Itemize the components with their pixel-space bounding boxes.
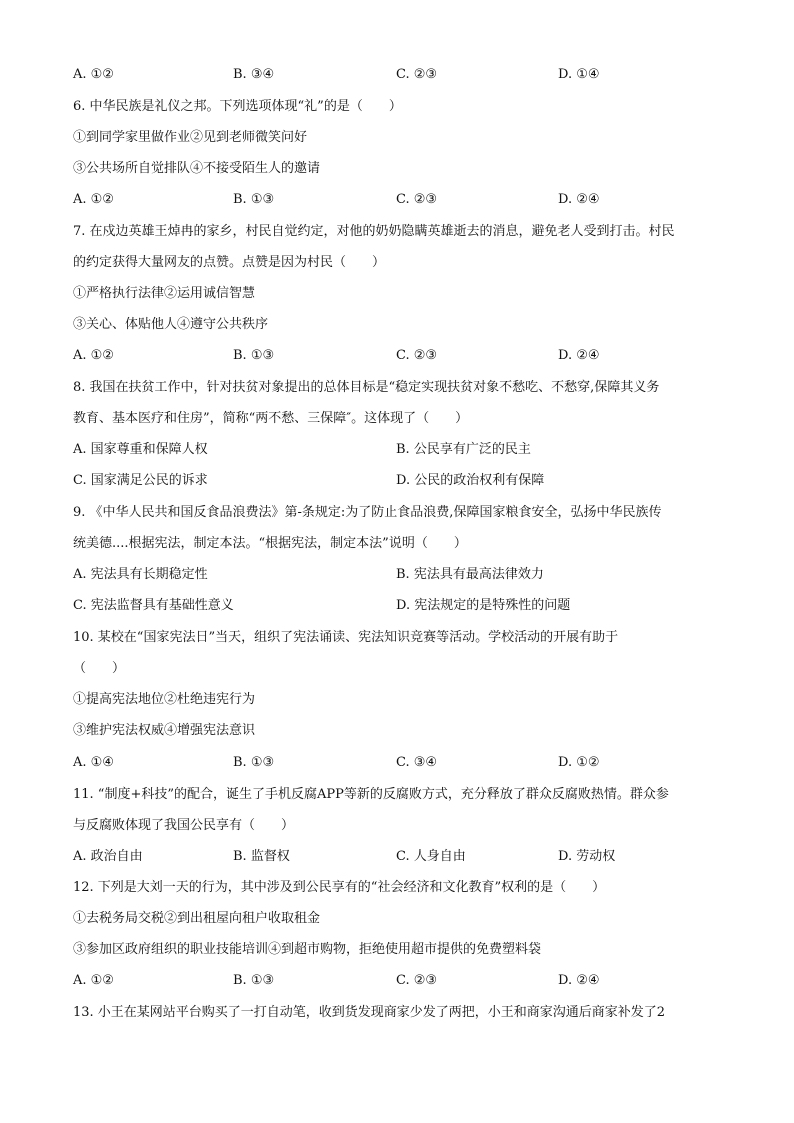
q7-option-c: C. ②③ bbox=[396, 348, 438, 363]
q8-option-a: A. 国家尊重和保障人权 bbox=[73, 442, 208, 457]
q11-option-b: B. 监督权 bbox=[233, 849, 290, 864]
q10-stem-line-1: 10. 某校在“国家宪法日”当天，组织了宪法诵读、宪法知识竞赛等活动。学校活动的开展有助于 bbox=[73, 630, 619, 645]
q6-statement-2: ③公共场所自觉排队④不接受陌生人的邀请 bbox=[73, 161, 321, 176]
q5-options bbox=[73, 66, 733, 84]
q7-option-a: A. ①② bbox=[73, 348, 114, 363]
q9-stem-line-2: 统美德....根据宪法，制定本法。“根据宪法，制定本法”说明（ ） bbox=[73, 536, 467, 551]
q9-stem-line-1: 9. 《中华人民共和国反食品浪费法》第-条规定:为了防止食品浪费,保障国家粮食安全，弘扬中华民族传 bbox=[73, 505, 662, 520]
q12-statement-1: ①去税务局交税②到出租屋向租户收取租金 bbox=[73, 911, 321, 926]
q8-option-b: B. 公民享有广泛的民主 bbox=[396, 442, 531, 457]
q8-options-row-1 bbox=[73, 441, 733, 459]
q10-stem-line-2: （ ） bbox=[73, 661, 126, 676]
q10-statement-2: ③维护宪法权威④增强宪法意识 bbox=[73, 723, 256, 738]
q8-options-row-2 bbox=[73, 472, 733, 490]
q7-option-b: B. ①③ bbox=[233, 348, 275, 363]
q10-statement-1: ①提高宪法地位②杜绝违宪行为 bbox=[73, 692, 256, 707]
q12-statement-2: ③参加区政府组织的职业技能培训④到超市购物，拒绝使用超市提供的免费塑料袋 bbox=[73, 942, 542, 957]
q9-options-row-2 bbox=[73, 597, 733, 615]
q9-option-b: B. 宪法具有最高法律效力 bbox=[396, 567, 544, 582]
q12-option-b: B. ①③ bbox=[233, 973, 275, 988]
q7-statement-1: ①严格执行法律②运用诚信智慧 bbox=[73, 286, 256, 301]
q6-option-c: C. ②③ bbox=[396, 192, 438, 207]
q5-option-d: D. ①④ bbox=[558, 67, 600, 82]
q12-option-a: A. ①② bbox=[73, 973, 114, 988]
q5-option-a: A. ①② bbox=[73, 67, 114, 82]
q5-option-c: C. ②③ bbox=[396, 67, 438, 82]
q10-option-a: A. ①④ bbox=[73, 755, 114, 770]
q11-option-d: D. 劳动权 bbox=[558, 849, 616, 864]
q8-option-d: D. 公民的政治权利有保障 bbox=[396, 473, 545, 488]
q11-option-c: C. 人身自由 bbox=[396, 849, 466, 864]
q11-stem-line-2: 与反腐败体现了我国公民享有（ ） bbox=[73, 818, 295, 833]
q7-statement-2: ③关心、体贴他人④遵守公共秩序 bbox=[73, 317, 269, 332]
q8-stem-line-1: 8. 我国在扶贫工作中，针对扶贫对象提出的总体目标是“稳定实现扶贫对象不愁吃、不愁穿,保障其义务 bbox=[73, 380, 660, 395]
q10-option-c: C. ③④ bbox=[396, 755, 438, 770]
q6-statement-1: ①到同学家里做作业②见到老师微笑问好 bbox=[73, 130, 308, 145]
q5-option-b: B. ③④ bbox=[233, 67, 275, 82]
q10-option-b: B. ①③ bbox=[233, 755, 275, 770]
q12-option-c: C. ②③ bbox=[396, 973, 438, 988]
q11-options bbox=[73, 848, 733, 866]
q12-options bbox=[73, 972, 733, 990]
q10-options bbox=[73, 754, 733, 772]
q6-stem: 6. 中华民族是礼仪之邦。下列选项体现“礼”的是（ ） bbox=[73, 99, 402, 114]
q7-option-d: D. ②④ bbox=[558, 348, 600, 363]
q9-option-c: C. 宪法监督具有基础性意义 bbox=[73, 598, 234, 613]
q10-option-d: D. ①② bbox=[558, 755, 600, 770]
q12-stem: 12. 下列是大刘一天的行为，其中涉及到公民享有的“社会经济和文化教育”权利的是（ ） bbox=[73, 880, 606, 895]
q9-option-a: A. 宪法具有长期稳定性 bbox=[73, 567, 208, 582]
q9-options-row-1 bbox=[73, 566, 733, 584]
q8-option-c: C. 国家满足公民的诉求 bbox=[73, 473, 208, 488]
q7-options bbox=[73, 347, 733, 365]
q8-stem-line-2: 教育、基本医疗和住房”，简称“两不愁、三保障″。这体现了（ ） bbox=[73, 411, 469, 426]
q6-option-a: A. ①② bbox=[73, 192, 114, 207]
q6-option-d: D. ②④ bbox=[558, 192, 600, 207]
q12-option-d: D. ②④ bbox=[558, 973, 600, 988]
q11-stem-line-1: 11. “制度+科技”的配合，诞生了手机反腐APP等新的反腐败方式，充分释放了群众反腐败热情。群众参 bbox=[73, 787, 669, 802]
q7-stem-line-1: 7. 在戍边英雄王焯冉的家乡，村民自觉约定，对他的奶奶隐瞒英雄逝去的消息，避免老人受到打击。村民 bbox=[73, 224, 675, 239]
q6-options bbox=[73, 191, 733, 209]
q7-stem-line-2: 的约定获得大量网友的点赞。点赞是因为村民（ ） bbox=[73, 255, 386, 270]
q9-option-d: D. 宪法规定的是特殊性的问题 bbox=[396, 598, 571, 613]
q11-option-a: A. 政治自由 bbox=[73, 849, 143, 864]
q13-stem: 13. 小王在某网站平台购买了一打自动笔，收到货发现商家少发了两把，小王和商家沟通后商家补发了2 bbox=[73, 1005, 666, 1020]
q6-option-b: B. ①③ bbox=[233, 192, 275, 207]
